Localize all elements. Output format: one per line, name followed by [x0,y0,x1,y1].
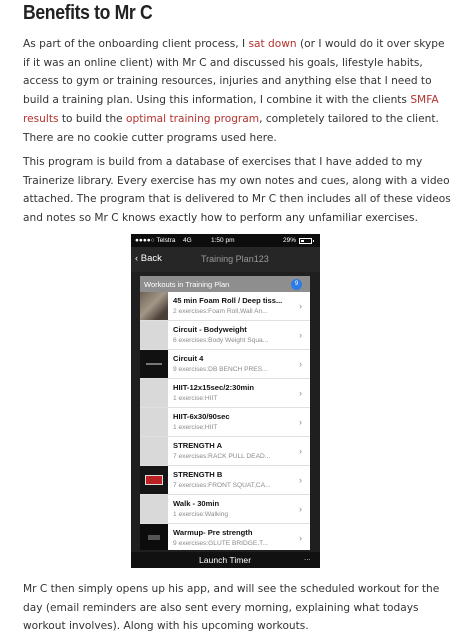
paragraph-text: (or I would do it over skype if it was an online client) with Mr C and discussed his goals, lifestyle habits, access to gym or training resources, injuries and anything else that I need to build a training plan. Using this information, I combine it with the clients [23,38,445,107]
workout-title: HIIT-6x30/90sec [173,412,230,421]
launch-timer-bar[interactable] [131,552,320,568]
chevron-right-icon: › [299,301,302,311]
workout-row[interactable] [140,408,310,437]
workouts-panel [140,276,310,550]
paragraph-text: to build the [58,112,127,125]
panel-title: Workouts in Training Plan [144,280,230,289]
status-bar [131,234,320,247]
workout-exercises: 7 exercises:FRONT SQUAT,CA... [173,482,271,489]
network-label: 4G [183,237,192,244]
workout-title: Warmup- Pre strength [173,528,253,537]
workout-count-badge: 9 [291,279,302,290]
clock-label: 1:50 pm [211,237,235,244]
nav-title: Training Plan123 [201,254,269,264]
workout-row[interactable] [140,466,310,495]
workout-title: Walk - 30min [173,499,220,508]
chevron-right-icon: › [299,475,302,485]
workout-title: STRENGTH A [173,441,223,450]
workout-list [140,292,310,550]
optimal-training-program-link[interactable]: optimal training program [126,112,260,125]
chevron-right-icon: › [299,533,302,543]
chevron-right-icon: › [299,446,302,456]
workout-title: Circuit - Bodyweight [173,325,247,334]
workout-exercises: 9 exercises:DB BENCH PRES... [173,366,268,373]
chevron-right-icon: › [299,388,302,398]
workout-row[interactable] [140,495,310,524]
nav-bar [131,247,320,272]
paragraph-text: As part of the onboarding client process, I [23,38,249,50]
onboarding-paragraph [23,35,453,147]
workout-title: STRENGTH B [173,470,223,479]
workout-title: Circuit 4 [173,354,204,363]
workout-exercises: 1 exercise:HIIT [173,395,218,402]
smfa-results-link[interactable]: SMFA results [23,94,439,125]
workout-exercises: 9 exercises:GLUTE BRIDGE,T... [173,540,268,547]
workout-thumbnail [140,350,168,378]
chevron-right-icon: › [299,330,302,340]
workout-thumbnail [140,524,168,550]
workout-exercises: 1 exercise:Walking [173,511,229,518]
sat-down-link[interactable]: sat down [248,38,297,50]
workout-row[interactable] [140,350,310,379]
section-heading: Benefits to Mr C [23,2,153,24]
chevron-right-icon: › [299,417,302,427]
battery-percent: 29% [283,237,297,244]
carrier-label: ●●●●○ Telstra [135,237,176,244]
workout-thumbnail [140,379,168,407]
paragraph-text: , completely tailored to the client. There are no cookie cutter programs used here. [23,112,439,144]
program-paragraph: This program is build from a database of exercises that I have added to my Trainerize library. Every exercise has my own notes and cues, along with a video attached. The program that is delivered to Mr C then includes all of these videos and notes so Mr C knows exactly how to perform any unfamiliar exercises. [23,156,451,225]
workout-exercises: 7 exercises:RACK PULL DEAD... [173,453,271,460]
workout-exercises: 6 exercises:Body Weight Squa... [173,337,269,344]
more-icon[interactable]: ... [304,553,311,562]
launch-timer-button[interactable]: Launch Timer [199,555,252,565]
chevron-right-icon: › [299,504,302,514]
workout-row[interactable] [140,437,310,466]
battery-icon [299,238,312,244]
workout-exercises: 1 exercise:HIIT [173,424,218,431]
chevron-right-icon: › [299,359,302,369]
workout-thumbnail [140,466,168,494]
workout-title: 45 min Foam Roll / Deep tiss... [173,296,283,305]
workout-row[interactable] [140,379,310,408]
workout-row[interactable] [140,524,310,550]
workout-thumbnail [140,408,168,436]
workout-row[interactable] [140,292,310,321]
workout-thumbnail [140,292,168,320]
workout-thumbnail [140,321,168,349]
workout-exercises: 2 exercises:Foam Roll,Wall An... [173,308,268,315]
workout-row[interactable] [140,321,310,350]
app-usage-paragraph: Mr C then simply opens up his app, and will see the scheduled workout for the day (email reminders are also sent every morning, explaining what todays workout involves). Along with his upcoming workouts. [23,583,440,633]
workout-thumbnail [140,437,168,465]
workout-title: HIIT-12x15sec/2:30min [173,383,255,392]
app-screenshot [131,234,320,568]
back-button[interactable]: ‹ Back [135,253,162,264]
workout-thumbnail [140,495,168,523]
panel-header [140,276,310,292]
